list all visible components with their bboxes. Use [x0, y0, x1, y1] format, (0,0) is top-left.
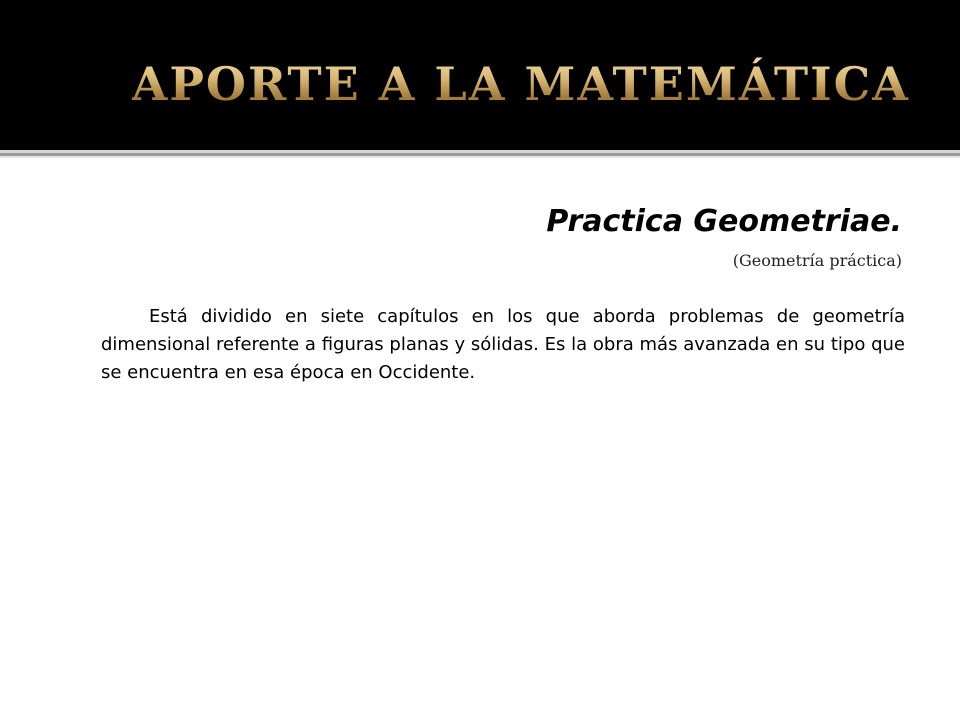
- subtitle: Practica Geometriae.: [546, 204, 902, 239]
- subtitle-translation: (Geometría práctica): [732, 251, 902, 270]
- header-divider-fade: [0, 156, 960, 158]
- body-paragraph: Está dividido en siete capítulos en los que aborda problemas de geometría dimensional referente a figuras planas y sólidas. Es la obra más avanzada en su tipo que se encuentra en esa época en Occidente.: [101, 306, 905, 383]
- slide-title: APORTE A LA MATEMÁTICA: [131, 57, 910, 111]
